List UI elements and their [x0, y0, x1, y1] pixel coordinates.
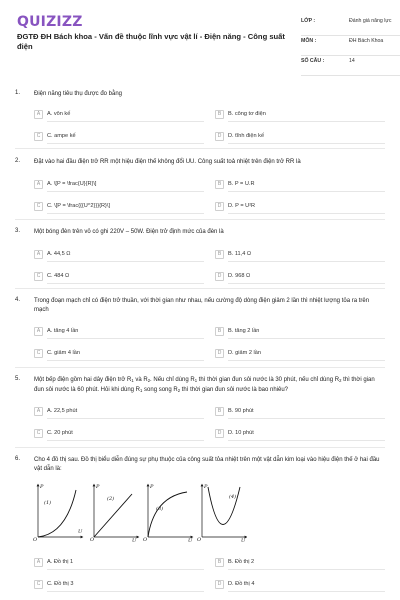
option-text: D. 968 Ω [228, 273, 251, 279]
question-text: Trong đoạn mạch chỉ có điện trở thuần, với thời gian như nhau, nếu cường độ dòng điện giảm 2 lần thì nhiệt lượng tỏa ra trên mạch [34, 298, 370, 313]
quizizz-logo: QUIZIZZ [17, 14, 83, 30]
option-text: A. 22,5 phút [47, 408, 78, 414]
option-letter-box: A [34, 110, 43, 119]
option-text: D. giảm 2 lần [228, 350, 261, 356]
graph-3 [143, 484, 193, 542]
option-letter-box: B [215, 327, 224, 336]
option-letter-box: B [215, 250, 224, 259]
text-run: . Nếu chỉ dùng R [150, 377, 195, 383]
question-divider [15, 288, 385, 289]
option-a[interactable] [34, 407, 204, 421]
worksheet-header [17, 14, 392, 74]
subscript: 1 [131, 378, 134, 383]
option-letter-box: C [34, 132, 43, 141]
question-text: Một bóng đèn trên vỏ có ghi 220V – 50W. Điện trở định mức của đèn là [34, 229, 224, 235]
question-divider [15, 367, 385, 368]
option-d[interactable] [215, 272, 385, 286]
option-underline [228, 191, 385, 192]
subscript: 2 [177, 387, 181, 393]
option-c[interactable] [34, 580, 204, 594]
option-underline [228, 121, 385, 122]
option-underline [47, 213, 204, 214]
question-number: 1. [15, 90, 21, 96]
option-underline [228, 591, 385, 592]
text-run: thì thời gian đun sôi nước là bao nhiêu? [180, 386, 289, 393]
option-c[interactable] [34, 429, 204, 443]
option-a[interactable] [34, 558, 204, 572]
option-letter-box: A [34, 250, 43, 259]
text-run: thì thời gian đun sôi nước là 60 phút. Hỏi khi dùng R [34, 377, 375, 393]
option-c[interactable] [34, 202, 204, 216]
axis-origin: O [90, 537, 95, 542]
option-a[interactable] [34, 110, 204, 124]
meta-label: LỚP : [301, 18, 316, 24]
option-text: A. vôn kế [47, 111, 71, 117]
option-text: B. tăng 2 lần [228, 328, 260, 334]
option-letter-box: B [215, 180, 224, 189]
axis-label-u: U [241, 538, 246, 542]
option-underline [47, 143, 204, 144]
axis-origin: O [143, 537, 148, 542]
option-d[interactable] [215, 202, 385, 216]
question-text: Điện năng tiêu thụ được đo bằng [34, 91, 123, 97]
option-letter-box: A [34, 558, 43, 567]
option-c[interactable] [34, 272, 204, 286]
option-text: B. Đồ thị 2 [228, 559, 255, 565]
meta-label: SỐ CÂU : [301, 58, 325, 64]
option-underline [228, 418, 385, 419]
question-number: 3. [15, 228, 21, 234]
axis-origin: O [33, 537, 38, 542]
option-b[interactable] [215, 327, 385, 341]
option-b[interactable] [215, 180, 385, 194]
option-letter-box: D [215, 349, 224, 358]
axis-label-u: U [188, 538, 193, 542]
option-letter-box: D [215, 580, 224, 589]
option-underline [47, 191, 204, 192]
axis-label-u: U [132, 538, 137, 542]
option-underline [47, 360, 204, 361]
option-text: C. ampe kế [47, 133, 76, 139]
option-letter-box: C [34, 580, 43, 589]
option-underline [228, 360, 385, 361]
option-letter-box: B [215, 110, 224, 119]
option-text: C. 484 Ω [47, 273, 70, 279]
option-underline [47, 283, 204, 284]
option-text: A. tăng 4 lần [47, 328, 79, 334]
question-number: 4. [15, 297, 21, 303]
option-underline [228, 143, 385, 144]
option-text: B. P = U.R [228, 181, 255, 187]
option-letter-box: C [34, 429, 43, 438]
axis-label-p: P [96, 484, 100, 490]
option-b[interactable] [215, 407, 385, 421]
meta-value: 14 [349, 58, 355, 64]
option-a[interactable] [34, 327, 204, 341]
option-underline [228, 261, 385, 262]
graph-1-curve [38, 490, 76, 537]
option-letter-box: D [215, 429, 224, 438]
question-text: Cho 4 đồ thị sau. Đồ thị biểu diễn đúng sự phụ thuộc của công suất tỏa nhiệt trên một vật dẫn kim loại vào hiệu điện thế ở hai đầu vật dẫn là: [34, 457, 380, 472]
option-text: D. P = U²R [228, 203, 256, 209]
option-d[interactable] [215, 429, 385, 443]
graph-number: (2) [107, 496, 115, 502]
meta-label: MÔN : [301, 38, 317, 44]
option-letter-box: A [34, 327, 43, 336]
option-underline [47, 591, 204, 592]
axis-label-p: P [150, 484, 154, 490]
option-underline [47, 261, 204, 262]
question-text: Đặt vào hai đầu điện trở RR một hiệu điện thế không đổi UU. Công suất toả nhiệt trên điện trở RR là [34, 159, 301, 165]
option-text: B. công tơ điện [228, 111, 266, 117]
graph-number: (1) [44, 500, 52, 506]
text-run: song song R [142, 386, 178, 393]
option-underline [47, 121, 204, 122]
option-text: A. 44,5 Ω [47, 251, 71, 257]
graph-1 [33, 484, 83, 542]
option-text: C. Đồ thị 3 [47, 581, 74, 587]
option-b[interactable] [215, 250, 385, 264]
option-text: D. 10 phút [228, 430, 254, 436]
option-text: A. Đồ thị 1 [47, 559, 74, 565]
option-text: C. \[P = \frac{{{U^2}}}{R}\] [47, 203, 111, 209]
option-letter-box: C [34, 349, 43, 358]
meta-row-subject [301, 36, 400, 56]
question-number: 5. [15, 376, 21, 382]
option-letter-box: A [34, 180, 43, 189]
option-underline [228, 338, 385, 339]
subscript: 2 [339, 378, 342, 383]
meta-row-count [301, 56, 400, 76]
option-c[interactable] [34, 132, 204, 146]
subscript: 1 [194, 378, 198, 383]
option-a[interactable] [34, 250, 204, 264]
option-text: D. Đồ thị 4 [228, 581, 255, 587]
graphs-figure [32, 482, 247, 542]
graph-3-curve [148, 492, 187, 537]
question-text [34, 376, 384, 395]
option-b[interactable] [215, 110, 385, 124]
option-letter-box: B [215, 407, 224, 416]
graph-4 [197, 484, 246, 542]
option-a[interactable] [34, 180, 204, 194]
graph-number: (3) [156, 506, 164, 512]
option-underline [47, 440, 204, 441]
power-voltage-graphs [32, 482, 247, 542]
graph-4-curve [208, 487, 240, 525]
option-letter-box: B [215, 558, 224, 567]
subscript: 2 [147, 378, 151, 383]
axis-label-u: U [78, 529, 83, 535]
option-underline [228, 440, 385, 441]
graph-2 [90, 484, 138, 542]
option-letter-box: D [215, 272, 224, 281]
option-underline [47, 338, 204, 339]
subscript: 1 [140, 387, 143, 393]
option-letter-box: D [215, 202, 224, 211]
question-divider [15, 219, 385, 220]
axis-label-p: P [204, 484, 208, 490]
question-divider [15, 148, 385, 149]
meta-row-class [301, 16, 400, 36]
worksheet-title: ĐGTĐ ĐH Bách khoa - Vấn đề thuộc lĩnh vực vật lí - Điện năng - Công suất điện [17, 32, 285, 51]
option-letter-box: C [34, 272, 43, 281]
option-text: B. 90 phút [228, 408, 254, 414]
option-d[interactable] [215, 580, 385, 594]
meta-value: Đánh giá năng lực [349, 18, 392, 24]
question-number: 2. [15, 158, 21, 164]
text-run: Một bếp điện gồm hai dây điện trở R [34, 377, 132, 383]
axis-origin: O [197, 537, 202, 542]
axis-label-p: P [40, 484, 44, 490]
question-divider [15, 447, 385, 448]
option-text: A. \[P = \frac{U}{R}\] [47, 181, 97, 187]
worksheet-meta [301, 16, 400, 76]
option-d[interactable] [215, 132, 385, 146]
option-text: B. 11,4 Ω [228, 251, 252, 257]
text-run: và R [133, 377, 148, 383]
option-d[interactable] [215, 349, 385, 363]
question-number: 6. [15, 456, 21, 462]
option-letter-box: A [34, 407, 43, 416]
meta-value: ĐH Bách Khoa [349, 38, 384, 44]
option-b[interactable] [215, 558, 385, 572]
option-letter-box: C [34, 202, 43, 211]
option-c[interactable] [34, 349, 204, 363]
option-underline [228, 569, 385, 570]
option-underline [228, 283, 385, 284]
option-underline [47, 569, 204, 570]
option-text: C. 20 phút [47, 430, 73, 436]
option-text: C. giảm 4 lần [47, 350, 80, 356]
option-letter-box: D [215, 132, 224, 141]
option-underline [47, 418, 204, 419]
option-text: D. tĩnh điện kế [228, 133, 265, 139]
text-run: thì thời gian đun sôi nước là 30 phút, nếu chỉ dùng R [197, 377, 340, 383]
option-underline [228, 213, 385, 214]
graph-number: (4) [229, 494, 237, 500]
